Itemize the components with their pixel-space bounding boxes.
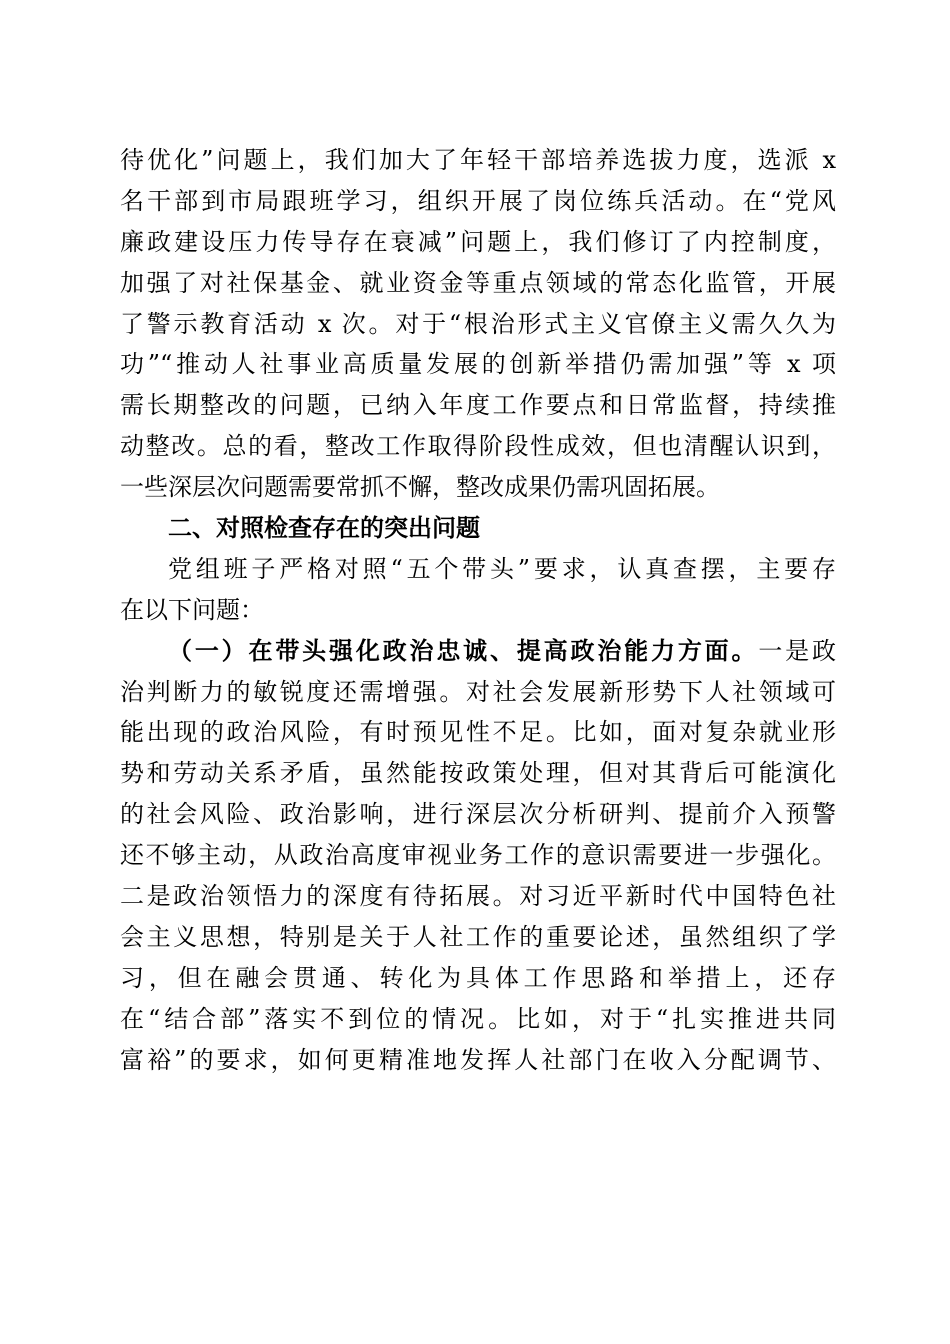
subsection-title: （一）在带头强化政治忠诚、提高政治能力方面。 xyxy=(168,635,759,665)
paragraph-line: 在“结合部”落实不到位的情况。比如，对于“扎实推进共同 xyxy=(120,1004,836,1033)
paragraph-line: 的社会风险、政治影响，进行深层次分析研判、提前介入预警 xyxy=(120,800,836,829)
paragraph-line: 会主义思想，特别是关于人社工作的重要论述，虽然组织了学 xyxy=(120,922,836,951)
paragraph-line: 习，但在融会贯通、转化为具体工作思路和举措上，还存 xyxy=(120,963,836,992)
paragraph-line: 功”“推动人社事业高质量发展的创新举措仍需加强”等 x 项 xyxy=(120,350,836,379)
paragraph-line: 党组班子严格对照“五个带头”要求，认真查摆，主要存 xyxy=(168,554,836,583)
paragraph-line: 能出现的政治风险，有时预见性不足。比如，面对复杂就业形 xyxy=(120,718,836,747)
paragraph-line: 名干部到市局跟班学习，组织开展了岗位练兵活动。在“党风 xyxy=(120,186,836,215)
paragraph-line: 治判断力的敏锐度还需增强。对社会发展新形势下人社领域可 xyxy=(120,677,836,706)
paragraph-line: 二是政治领悟力的深度有待拓展。对习近平新时代中国特色社 xyxy=(120,882,836,911)
paragraph-line: 廉政建设压力传导存在衰减”问题上，我们修订了内控制度， xyxy=(120,227,836,256)
paragraph-line: 待优化”问题上，我们加大了年轻干部培养选拔力度，选派 x xyxy=(120,146,836,174)
paragraph-line: 动整改。总的看，整改工作取得阶段性成效，但也清醒认识到， xyxy=(120,432,836,461)
paragraph-line: 势和劳动关系矛盾，虽然能按政策处理，但对其背后可能演化 xyxy=(120,759,836,788)
paragraph-first-line xyxy=(120,631,836,672)
paragraph-line: 需长期整改的问题，已纳入年度工作要点和日常监督，持续推 xyxy=(120,391,836,420)
paragraph-line: 在以下问题： xyxy=(120,595,264,624)
paragraph-text: 一是政 xyxy=(758,636,837,665)
section-heading: 二、对照检查存在的突出问题 xyxy=(168,514,480,543)
paragraph-line: 了警示教育活动 x 次。对于“根治形式主义官僚主义需久久为 xyxy=(120,309,836,338)
document-body xyxy=(120,140,836,1080)
paragraph-line: 加强了对社保基金、就业资金等重点领域的常态化监管，开展 xyxy=(120,268,836,297)
paragraph-line: 还不够主动，从政治高度审视业务工作的意识需要进一步强化。 xyxy=(120,841,836,870)
paragraph-line: 一些深层次问题需要常抓不懈，整改成果仍需巩固拓展。 xyxy=(120,473,720,502)
paragraph-line: 富裕”的要求，如何更精准地发挥人社部门在收入分配调节、 xyxy=(120,1045,836,1074)
